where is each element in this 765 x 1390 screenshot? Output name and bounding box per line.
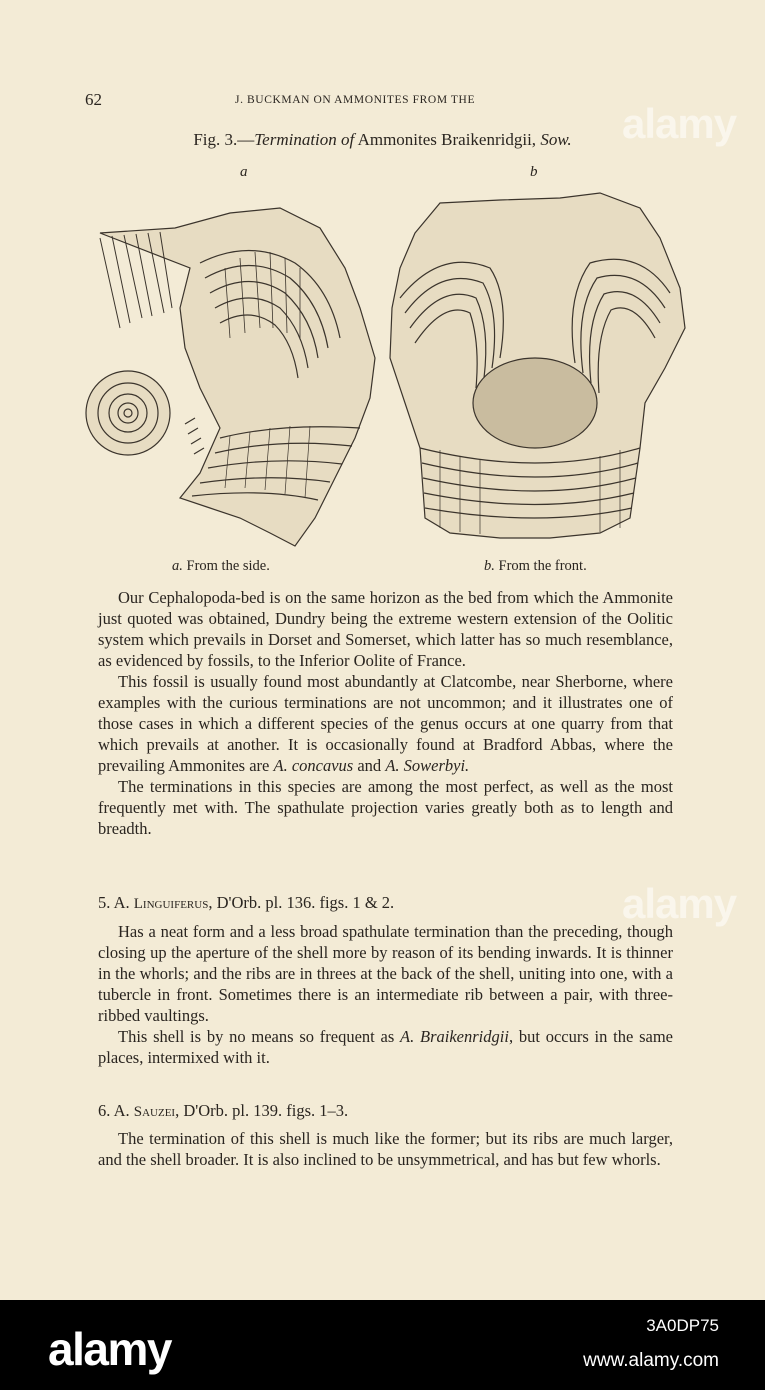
- page-header: [85, 90, 675, 114]
- section-number: 6. A.: [98, 1101, 134, 1120]
- subcaption-b-text: From the front.: [494, 558, 587, 574]
- watermark: alamy: [622, 100, 737, 147]
- paragraph-text: This fossil is usually found most abundantly at Clatcombe, near Sherborne, where examples with the curious terminations are not uncommon; and it illustrates one of those cases in which a different species of the genus occurs at one quarry from that which prevails at another. It is occasionally found at Bradford Abbas, where the prevailing Ammonites are: [98, 672, 673, 775]
- paragraph: The terminations in this species are among the most perfect, as well as the most frequently met with. The spathulate projection varies greatly both as to length and breadth.: [98, 777, 673, 838]
- body-text-block-2: [98, 921, 673, 1068]
- page-number: 62: [85, 90, 102, 109]
- paragraph: [98, 1026, 673, 1068]
- watermark: alamy: [622, 880, 737, 927]
- figure-label-a: a: [240, 164, 248, 180]
- paragraph: Our Cephalopoda-bed is on the same horizon as the bed from which the Ammonite just quoted was obtained, Dundry being the extreme western extension of the Oolitic system which prevails in Dorset and Somerset, which latter has so much resemblance, as evidenced by fossils, to the Inferior Oolite of France.: [98, 588, 673, 670]
- figure-caption-author: Sow.: [540, 130, 572, 149]
- alamy-logo: alamy: [48, 1323, 171, 1375]
- subcaption-b-letter: b.: [484, 558, 495, 574]
- body-text-block-3: [98, 1128, 673, 1170]
- figure-caption-prefix: Fig. 3.—: [193, 130, 255, 149]
- section-reference: , D'Orb. pl. 136. figs. 1 & 2.: [208, 893, 395, 912]
- subcaption-a-letter: a.: [172, 558, 183, 574]
- section-number: 5. A.: [98, 893, 134, 912]
- subcaption-a: [172, 558, 270, 575]
- image-id: 3A0DP75: [646, 1316, 719, 1335]
- section-6-heading: [98, 1101, 348, 1121]
- ammonite-engraving: [80, 188, 700, 558]
- figure-label-b: b: [530, 164, 538, 180]
- site-url: www.alamy.com: [583, 1350, 719, 1371]
- paragraph: Has a neat form and a less broad spathulate termination than the preceding, though closing up the aperture of the shell more by reason of its bending inwards. It is thinner in the whorls; and the ribs are in threes at the back of the shell, uniting into one, with a tubercle in front. Sometimes there is an intermediate rib between a pair, with three-ribbed vaultings.: [98, 922, 673, 1025]
- figure-caption-species: Ammonites Braikenridgii,: [354, 130, 541, 149]
- stock-footer: [0, 1300, 765, 1390]
- running-head: J. BUCKMAN ON AMMONITES FROM THE: [235, 94, 476, 106]
- body-text-block-1: [98, 587, 673, 839]
- section-reference: , D'Orb. pl. 139. figs. 1–3.: [175, 1101, 349, 1120]
- ammonite-front-view: [390, 193, 685, 538]
- paragraph-text: and: [353, 756, 386, 775]
- paragraph-text: , but occurs in the same places, intermixed with it.: [98, 1027, 673, 1067]
- species-name: A. Sowerbyi.: [385, 756, 470, 775]
- species-name: A. Braikenridgii: [400, 1027, 509, 1046]
- species-heading: Sauzei: [133, 1104, 176, 1120]
- ammonite-side-view: [86, 208, 375, 546]
- section-5-heading: [98, 893, 394, 913]
- paragraph: [98, 671, 673, 776]
- subcaption-a-text: From the side.: [182, 558, 270, 574]
- species-heading: Linguiferus: [133, 896, 209, 912]
- paragraph: The termination of this shell is much like the former; but its ribs are much larger, and the shell broader. It is also inclined to be unsymmetrical, and has but few whorls.: [98, 1129, 673, 1169]
- figure-caption-italic: Termination of: [254, 130, 355, 149]
- paragraph-text: This shell is by no means so frequent as: [118, 1027, 401, 1046]
- species-name: A. concavus: [273, 756, 354, 775]
- subcaption-b: [484, 558, 587, 575]
